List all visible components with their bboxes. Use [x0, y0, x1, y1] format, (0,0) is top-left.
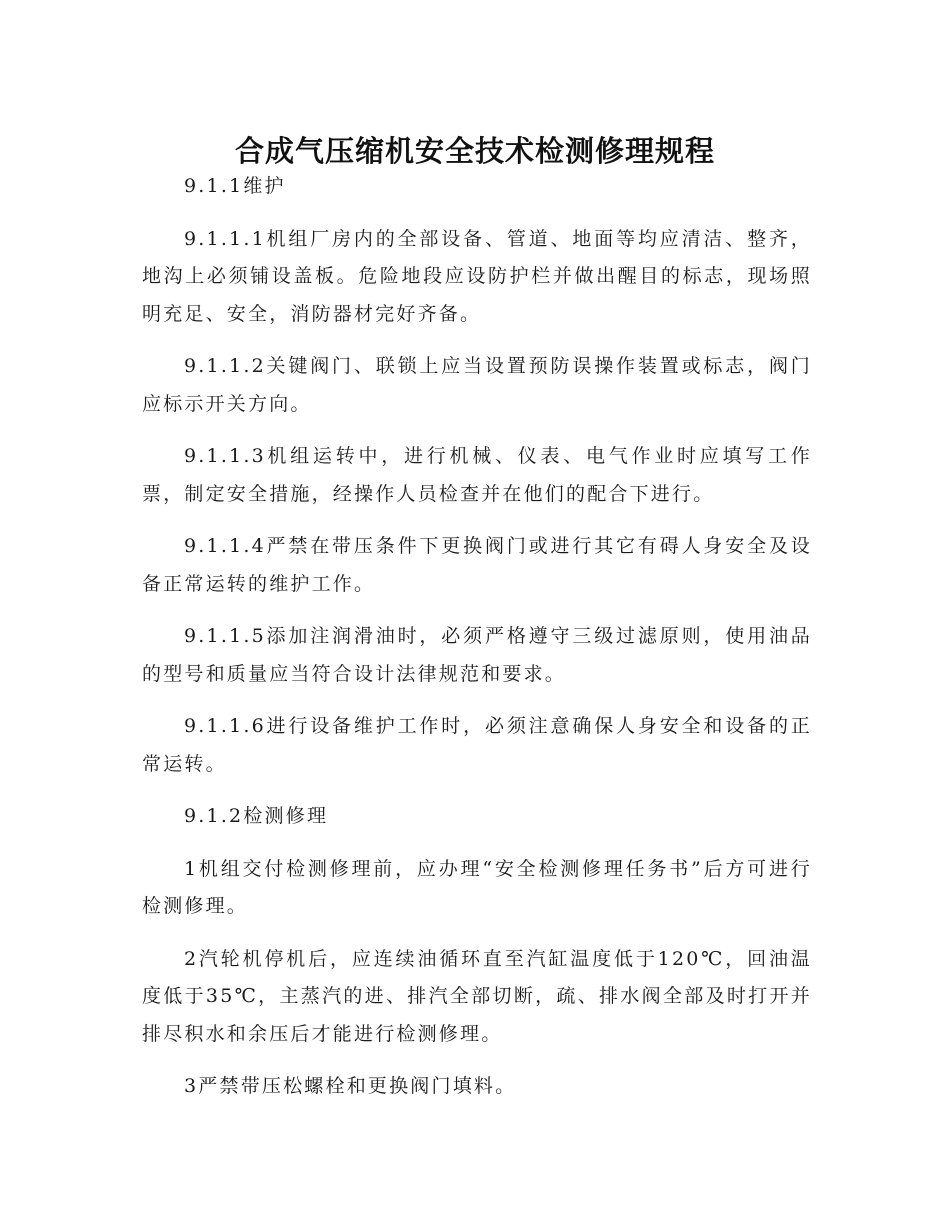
paragraph-9-1-2-heading: 9.1.2检测修理	[184, 805, 329, 827]
paragraph-9-1-1-heading: 9.1.1维护	[184, 175, 286, 197]
paragraph-9-1-1-4: 9.1.1.4严禁在带压条件下更换阀门或进行其它有碍人身安全及设备正常运转的维护工作。	[142, 535, 812, 595]
paragraph-9-1-1-3: 9.1.1.3机组运转中，进行机械、仪表、电气作业时应填写工作票，制定安全措施，经操作人员检查并在他们的配合下进行。	[142, 445, 812, 505]
paragraph-9-1-1-6: 9.1.1.6进行设备维护工作时，必须注意确保人身安全和设备的正常运转。	[142, 715, 812, 775]
paragraph-9-1-1-5: 9.1.1.5添加注润滑油时，必须严格遵守三级过滤原则，使用油品的型号和质量应当符合设计法律规范和要求。	[142, 625, 812, 685]
paragraph-9-1-1-2: 9.1.1.2关键阀门、联锁上应当设置预防误操作装置或标志，阀门应标示开关方向。	[142, 355, 812, 415]
paragraph-item-3: 3严禁带压松螺栓和更换阀门填料。	[184, 1075, 517, 1097]
paragraph-9-1-1-1: 9.1.1.1机组厂房内的全部设备、管道、地面等均应清洁、整齐，地沟上必须铺设盖板。危险地段应设防护栏并做出醒目的标志，现场照明充足、安全，消防器材完好齐备。	[142, 227, 812, 325]
paragraph-item-1: 1机组交付检测修理前，应办理“安全检测修理任务书”后方可进行检测修理。	[142, 857, 812, 917]
paragraph-item-2: 2汽轮机停机后，应连续油循环直至汽缸温度低于120℃，回油温度低于35℃，主蒸汽的进、排汽全部切断，疏、排水阀全部及时打开并排尽积水和余压后才能进行检测修理。	[142, 947, 812, 1045]
document-body	[142, 168, 812, 1121]
document-title: 合成气压缩机安全技术检测修理规程	[234, 134, 715, 169]
